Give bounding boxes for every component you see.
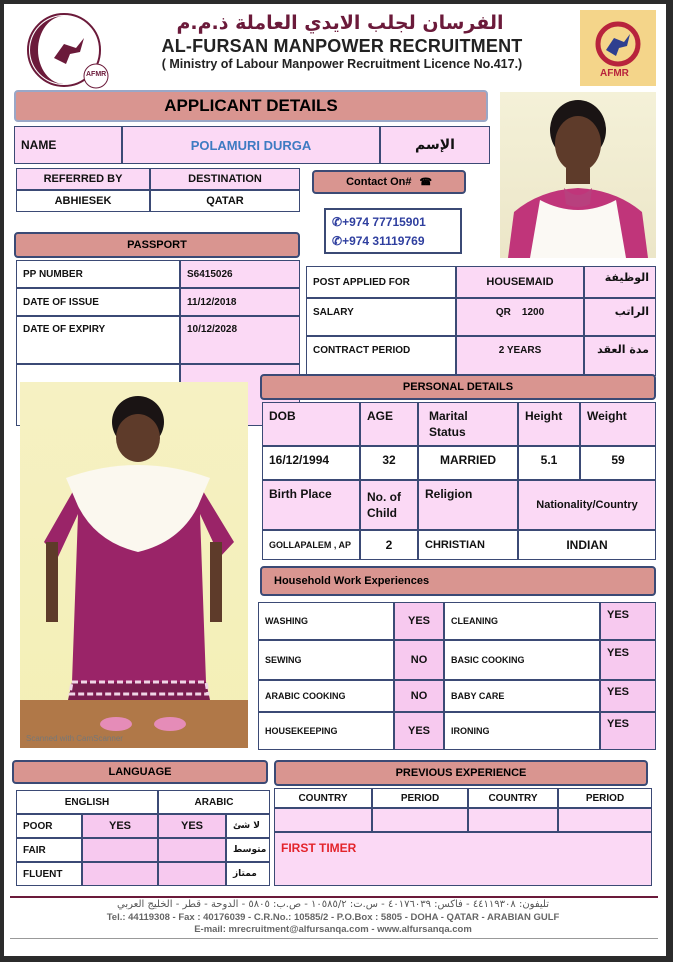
phone-circle-icon: ✆ (332, 234, 343, 248)
language-col-english: ENGLISH (16, 790, 158, 814)
date-of-issue-label: DATE OF ISSUE (16, 288, 180, 316)
footer-email[interactable]: E-mail: mrecruitment@alfursanqa.com - www.alfursanqa.com (194, 924, 472, 935)
pp-number-label: PP NUMBER (16, 260, 180, 288)
prev-col-country-2: COUNTRY (468, 788, 558, 808)
date-of-expiry-value: 10/12/2028 (180, 316, 300, 364)
right-logo (580, 10, 656, 86)
skill-arabic-cooking: ARABIC COOKING (258, 680, 394, 712)
licence-text: ( Ministry of Labour Manpower Recruitment Licence No.417.) (161, 57, 523, 71)
nationality-value: INDIAN (518, 530, 656, 560)
first-timer-note: FIRST TIMER (281, 841, 357, 855)
skill-washing: WASHING (258, 602, 394, 640)
applicant-head-photo (500, 92, 656, 258)
previous-experience-title: PREVIOUS EXPERIENCE (274, 760, 648, 786)
prev-col-period-1: PERIOD (372, 788, 468, 808)
weight-value: 59 (580, 446, 656, 480)
footer-arabic: تليفون: ٤٤١١٩٣٠٨ - فاكس: ٤٠١٧٦٠٣٩ - س.ت: ١٠٥٨٥/٢ - ص.ب: ٥٨٠٥ - الدوحة - قطر - الخليج العربي (116, 899, 550, 910)
skill-arabic-cooking-value: NO (394, 680, 444, 712)
language-title: LANGUAGE (12, 760, 268, 784)
height-value: 5.1 (518, 446, 580, 480)
contract-period-label: CONTRACT PERIOD (306, 336, 456, 376)
poor-arabic-label: لا شئ (226, 814, 270, 838)
date-of-expiry-label: DATE OF EXPIRY (16, 316, 180, 364)
prev-notes-box (274, 832, 652, 886)
contact-numbers-box (324, 208, 462, 254)
skill-cleaning-value: YES (600, 602, 656, 640)
skill-sewing: SEWING (258, 640, 394, 680)
company-name: AL-FURSAN MANPOWER RECRUITMENT (161, 36, 523, 56)
prev-row-1-c3 (468, 808, 558, 832)
skill-housekeeping-value: YES (394, 712, 444, 750)
religion-header: Religion (418, 480, 518, 530)
fair-arabic-label: متوسط (226, 838, 270, 862)
no-of-child-header: No. of Child (360, 480, 418, 530)
skill-ironing-value: YES (600, 712, 656, 750)
fair-english (82, 838, 158, 862)
post-applied-arabic: الوظيفة (584, 266, 656, 298)
applicant-details-title: APPLICANT DETAILS (14, 90, 488, 122)
contract-period-value: 2 YEARS (456, 336, 584, 376)
dob-value: 16/12/1994 (262, 446, 360, 480)
poor-arabic: YES (158, 814, 226, 838)
phone-icon: ☎ (419, 176, 432, 188)
post-applied-value: HOUSEMAID (456, 266, 584, 298)
company-arabic-name: الفرسان لجلب الايدي العاملة ذ.م.م (176, 12, 504, 34)
fluent-english (82, 862, 158, 886)
skill-ironing: IRONING (444, 712, 600, 750)
personal-details-title: PERSONAL DETAILS (260, 374, 656, 400)
salary-value: QR 1200 (456, 298, 584, 336)
skill-washing-value: YES (394, 602, 444, 640)
left-logo-badge: AFMR (86, 71, 107, 78)
footer-bottom-rule (10, 938, 658, 939)
passport-title: PASSPORT (14, 232, 300, 258)
salary-label: SALARY (306, 298, 456, 336)
weight-header: Weight (580, 402, 656, 446)
destination-label: DESTINATION (150, 168, 300, 190)
height-header: Height (518, 402, 580, 446)
right-logo-badge: AFMR (600, 68, 629, 79)
left-logo (24, 10, 114, 90)
marital-status-header: Marital Status (418, 402, 518, 446)
destination-value: QATAR (150, 190, 300, 212)
phone-circle-icon: ✆ (332, 215, 343, 229)
level-poor: POOR (16, 814, 82, 838)
birth-place-header: Birth Place (262, 480, 360, 530)
skill-basic-cooking-value: YES (600, 640, 656, 680)
birth-place-value: GOLLAPALEM , AP (262, 530, 360, 560)
date-of-issue-value: 11/12/2018 (180, 288, 300, 316)
fluent-arabic (158, 862, 226, 886)
name-label: NAME (14, 126, 122, 164)
prev-col-country-1: COUNTRY (274, 788, 372, 808)
skill-basic-cooking: BASIC COOKING (444, 640, 600, 680)
skill-housekeeping: HOUSEKEEPING (258, 712, 394, 750)
footer-contact: Tel.: 44119308 - Fax : 40176039 - C.R.No.: 10585/2 - P.O.Box : 5805 - DOHA - QATAR - ARABIAN GULF (106, 912, 560, 923)
level-fluent: FLUENT (16, 862, 82, 886)
language-col-arabic: ARABIC (158, 790, 270, 814)
prev-row-1-c1 (274, 808, 372, 832)
fluent-arabic-label: ممتاز (226, 862, 270, 886)
prev-row-1-c2 (372, 808, 468, 832)
level-fair: FAIR (16, 838, 82, 862)
age-value: 32 (360, 446, 418, 480)
pp-number-value: S6415026 (180, 260, 300, 288)
contact-label: Contact On# (346, 176, 412, 188)
salary-arabic: الراتب (584, 298, 656, 336)
contact-label-bar (312, 170, 466, 194)
prev-row-1-c4 (558, 808, 652, 832)
scanner-caption: Scanned with CamScanner (26, 734, 123, 743)
dob-header: DOB (262, 402, 360, 446)
household-title: Household Work Experiences (260, 566, 656, 596)
marital-status-value: MARRIED (418, 446, 518, 480)
footer-rule (10, 896, 658, 898)
skill-baby-care: BABY CARE (444, 680, 600, 712)
fair-arabic (158, 838, 226, 862)
no-of-child-value: 2 (360, 530, 418, 560)
poor-english: YES (82, 814, 158, 838)
age-header: AGE (360, 402, 418, 446)
phone-number-2[interactable]: ✆+974 31119769 (332, 234, 425, 248)
skill-baby-care-value: YES (600, 680, 656, 712)
religion-value: CHRISTIAN (418, 530, 518, 560)
referred-by-label: REFERRED BY (16, 168, 150, 190)
applicant-sheet (4, 4, 666, 956)
nationality-header: Nationality/Country (518, 480, 656, 530)
skill-sewing-value: NO (394, 640, 444, 680)
phone-number-1[interactable]: ✆+974 77715901 (332, 215, 426, 229)
referred-by-value: ABHIESEK (16, 190, 150, 212)
skill-cleaning: CLEANING (444, 602, 600, 640)
name-value: POLAMURI DURGA (122, 126, 380, 164)
prev-col-period-2: PERIOD (558, 788, 652, 808)
contract-period-arabic: مدة العقد (584, 336, 656, 376)
applicant-full-photo (20, 382, 248, 748)
post-applied-label: POST APPLIED FOR (306, 266, 456, 298)
name-arabic-label: الإسم (380, 126, 490, 164)
